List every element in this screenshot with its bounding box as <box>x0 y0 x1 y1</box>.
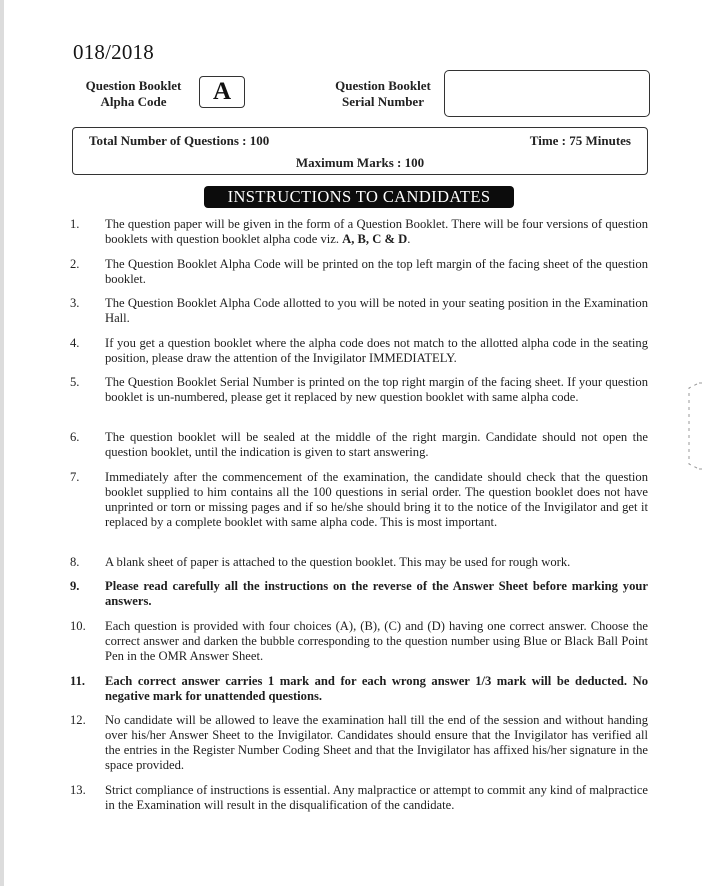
exam-info-box <box>72 127 648 175</box>
serial-number-label <box>322 78 444 110</box>
alpha-code-label-line1: Question Booklet <box>85 78 182 93</box>
instruction-number: 1. <box>70 217 80 231</box>
instruction-number: 12. <box>70 713 86 727</box>
paper-code-number: 018/2018 <box>73 40 154 64</box>
instruction-text: The Question Booklet Alpha Code allotted to you will be noted in your seating position in the Examination Hall. <box>105 296 648 325</box>
instruction-number: 7. <box>70 470 80 484</box>
instruction-text: Each question is provided with four choices (A), (B), (C) and (D) having one correct answer. Choose the correct answer and darken the bubble corresponding to the question number using Blue or Black Ball Point Pen in the OMR Answer Sheet. <box>105 619 648 663</box>
instruction-number: 13. <box>70 783 86 797</box>
instruction-number: 9. <box>70 579 80 593</box>
instruction-number: 5. <box>70 375 80 389</box>
instruction-number: 3. <box>70 296 80 310</box>
serial-number-label-line2: Serial Number <box>342 94 424 109</box>
total-questions: Total Number of Questions : 100 <box>89 133 270 148</box>
instruction-text-main: The question paper will be given in the form of a Question Booklet. There will be four versions of question booklets with question booklet alpha code viz. <box>105 217 648 246</box>
instruction-text: If you get a question booklet where the alpha code does not match to the allotted alpha code in the seating position, please draw the attention of the Invigilator IMMEDIATELY. <box>105 336 648 365</box>
exam-time: Time : 75 Minutes <box>529 133 631 148</box>
instruction-text: The question booklet will be sealed at the middle of the right margin. Candidate should not open the question booklet, until the indication is given to start answering. <box>105 430 648 459</box>
instruction-number: 2. <box>70 257 80 271</box>
instruction-number: 8. <box>70 555 80 569</box>
instructions-heading: INSTRUCTIONS TO CANDIDATES <box>204 186 514 208</box>
dashed-bracket-seal-icon <box>683 380 703 472</box>
maximum-marks: Maximum Marks : 100 <box>295 155 425 170</box>
instruction-text: The Question Booklet Serial Number is printed on the top right margin of the facing sheet. If your question booklet is un-numbered, please get it replaced by new question booklet with same alpha code. <box>105 375 648 404</box>
alpha-code-box: A <box>199 76 245 108</box>
instruction-number: 6. <box>70 430 80 444</box>
alpha-code-label-line2: Alpha Code <box>100 94 167 109</box>
instruction-text: Each correct answer carries 1 mark and for each wrong answer 1/3 mark will be deducted. No negative mark for unattended questions. <box>105 674 648 703</box>
instruction-text: No candidate will be allowed to leave the examination hall till the end of the session and without handing over his/her Answer Sheet to the Invigilator. Candidates should ensure that the Invigilator has verified all the entries in the Register Number Coding Sheet and that the Invigilator has affixed his/her signature in the space provided. <box>105 713 648 772</box>
instruction-text-tail: . <box>407 232 411 246</box>
serial-number-box <box>444 70 650 117</box>
instruction-text <box>105 217 648 247</box>
instruction-text: The Question Booklet Alpha Code will be printed on the top left margin of the facing sheet of the question booklet. <box>105 257 648 286</box>
instruction-text: Please read carefully all the instructions on the reverse of the Answer Sheet before marking your answers. <box>105 579 648 608</box>
instruction-text-bold: A, B, C & D <box>342 232 408 246</box>
alpha-code-label <box>76 78 191 110</box>
serial-number-label-line1: Question Booklet <box>335 78 431 93</box>
instruction-text: Immediately after the commencement of the examination, the candidate should check that the question booklet supplied to him contains all the 100 questions in serial order. The question booklet does not have unprinted or torn or missing pages and if so he/she should bring it to the notice of the Invigilator and get it replaced by a complete booklet with same alpha code. This is most important. <box>105 470 648 529</box>
instruction-number: 4. <box>70 336 80 350</box>
instruction-text: Strict compliance of instructions is essential. Any malpractice or attempt to commit any kind of malpractice in the Examination will result in the disqualification of the candidate. <box>105 783 648 812</box>
instruction-number: 11. <box>70 674 86 688</box>
instruction-text: A blank sheet of paper is attached to the question booklet. This may be used for rough work. <box>105 555 571 569</box>
instruction-number: 10. <box>70 619 86 633</box>
